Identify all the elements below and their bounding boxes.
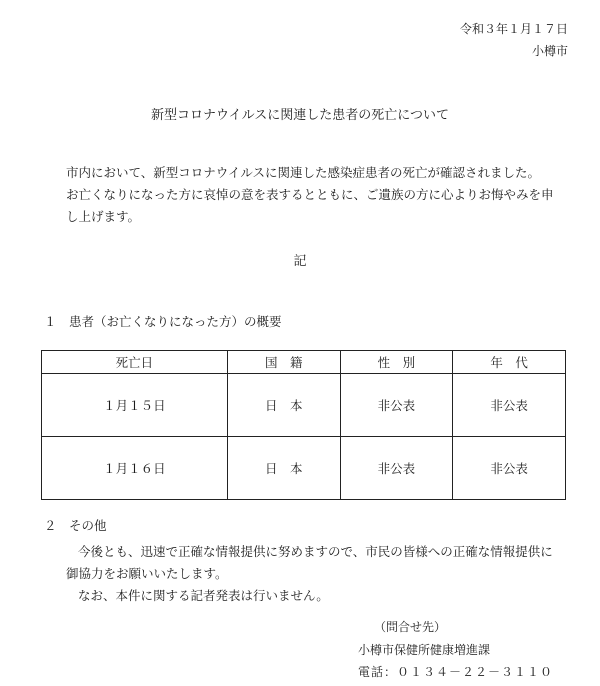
header-age-group: 年 代 — [453, 351, 566, 374]
other-line-1: 今後とも、迅速で正確な情報提供に努めますので、市民の皆様への正確な情報提供に — [78, 544, 553, 559]
other-line-3: なお、本件に関する記者発表は行いません。 — [78, 588, 329, 603]
cell-age-group: 非公表 — [453, 437, 566, 500]
contact-phone: 電話：０１３４－２２－３１１０ — [358, 665, 554, 679]
table-header-row — [42, 351, 566, 374]
table-row — [42, 374, 566, 437]
header-nationality: 国 籍 — [227, 351, 340, 374]
cell-nationality: 日 本 — [227, 374, 340, 437]
patient-summary-table — [41, 350, 566, 500]
ki-marker: 記 — [293, 254, 307, 269]
document-title: 新型コロナウイルスに関連した患者の死亡について — [151, 108, 449, 123]
cell-gender: 非公表 — [340, 374, 453, 437]
section-2-body — [66, 541, 566, 607]
intro-paragraph: 市内において、新型コロナウイルスに関連した感染症患者の死亡が確認されました。 — [66, 165, 541, 180]
header-death-date: 死亡日 — [42, 351, 228, 374]
header-gender: 性 別 — [340, 351, 453, 374]
table-row — [42, 437, 566, 500]
section-2-heading: ２ その他 — [44, 518, 107, 533]
condolence-paragraph: お亡くなりになった方に哀悼の意を表するとともに、ご遺族の方に心よりお悔やみを申し上げます。 — [66, 187, 554, 224]
contact-department: 小樽市保健所健康増進課 — [358, 643, 491, 657]
contact-label: （問合せ先） — [374, 620, 447, 634]
other-line-2: 御協力をお願いいたします。 — [66, 566, 228, 581]
cell-death-date: １月１６日 — [42, 437, 228, 500]
cell-age-group: 非公表 — [453, 374, 566, 437]
section-1-heading: １ 患者（お亡くなりになった方）の概要 — [44, 314, 282, 329]
cell-death-date: １月１５日 — [42, 374, 228, 437]
document-date: 令和３年１月１７日 — [459, 22, 568, 36]
issuer-name: 小樽市 — [531, 44, 568, 58]
cell-gender: 非公表 — [340, 437, 453, 500]
cell-nationality: 日 本 — [227, 437, 340, 500]
